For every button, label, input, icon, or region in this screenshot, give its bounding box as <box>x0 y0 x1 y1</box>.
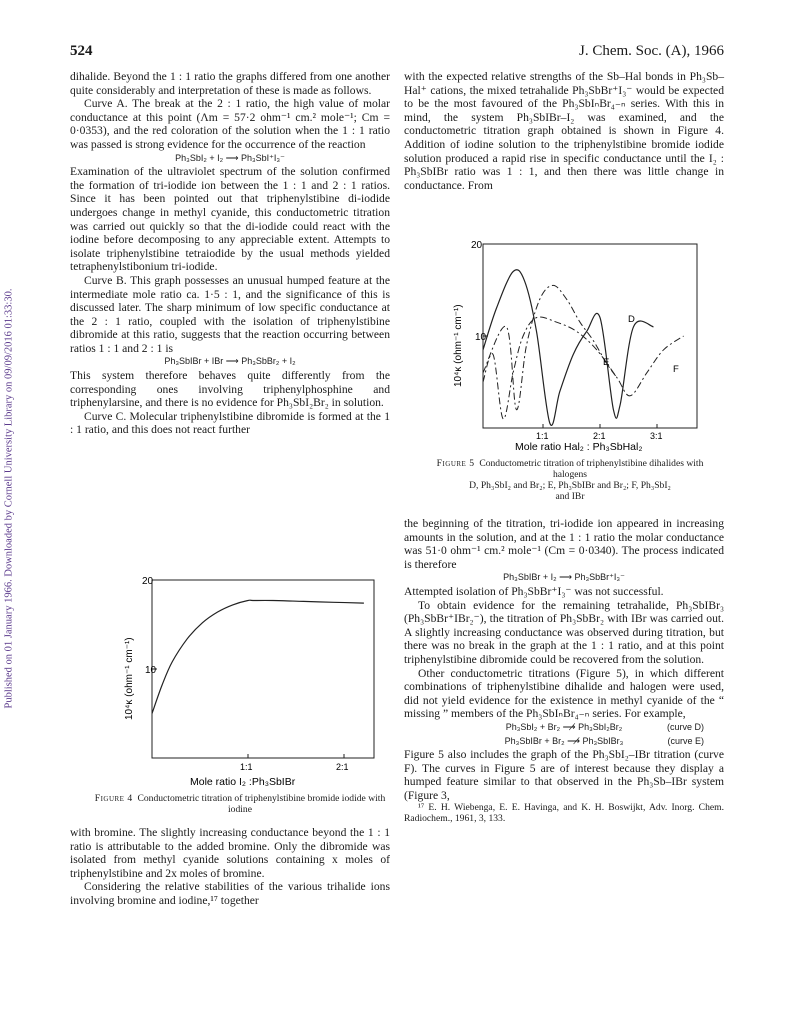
equation-4 <box>404 721 724 735</box>
figure-4-caption <box>90 793 390 815</box>
paragraph-curve-b: Curve B. This graph possesses an unusual humped feature at the intermediate mole ratio ca. 1·5 : 1, and the significance of this is discussed later. The sharp minimum of low specific conductance at the 2 : 1 ratio, coupled with the isolation of triphenylstibine dibromide at this ratio, suggests that the reaction occurring between ratios 1 : 1 and 2 : 1 is <box>70 273 390 355</box>
equation-1: Ph₃SbI₂ + I₂ ⟶ Ph₃SbI⁺I₃⁻ <box>175 152 285 163</box>
x-tick-label: 1:1 <box>536 431 549 441</box>
caption-line: D, Ph₃SbI₂ and Br₂; E, Ph₃SbIBr and Br₂; F, Ph₃SbI₂ <box>469 480 671 491</box>
x-tick-label: 2:1 <box>336 762 349 772</box>
paragraph: with bromine. The slightly increasing conductance beyond the 1 : 1 ratio is attributable to the added bromine. Only the dibromide was isolated from methyl cyanide solutions containing x moles of triphenylstibine and 2x moles of bromine. <box>70 826 390 880</box>
right-column-bottom <box>404 517 724 824</box>
paragraph: To obtain evidence for the remaining tetrahalide, Ph₃SbIBr₃ (Ph₃SbBr⁺IBr₂⁻), the titration of Ph₃SbBr₂ with IBr was carried out. A slightly increasing conductance was observed during titration, but there was no break in the graph at the 1 : 1 ratio, and at this point triphenylstibine dibromide could be recovered from the solution. <box>404 598 724 666</box>
y-tick-label: 20 <box>142 576 154 587</box>
y-tick-label: 10 <box>475 332 487 343</box>
x-tick-label: 1:1 <box>240 762 253 772</box>
footnote: ¹⁷ E. H. Wiebenga, E. E. Havinga, and K. H. Boswijkt, Adv. Inorg. Chem. Radiochem., 1961, 3, 133. <box>404 802 724 825</box>
right-column-top <box>404 70 724 192</box>
paragraph: the beginning of the titration, tri-iodide ion appeared in increasing amounts in the solution, and at the 1 : 1 ratio the molar conductance was 51·0 ohm⁻¹ cm.² mole⁻¹ (Cm = 0·0340). The process indicated is therefore <box>404 517 724 571</box>
left-column-bottom <box>70 826 390 908</box>
caption-label: Figure 5 <box>436 458 475 469</box>
figure-5-chart <box>425 232 715 454</box>
series-label-f: F <box>673 364 679 375</box>
series-line <box>152 600 364 713</box>
paragraph: dihalide. Beyond the 1 : 1 ratio the graphs differed from one another quite considerably and interpretation of these is made as follows. <box>70 70 390 97</box>
series-label-d: D <box>628 314 635 325</box>
paragraph: Considering the relative stabilities of the various trihalide ions involving bromine and iodine,¹⁷ together <box>70 880 390 907</box>
equation-5 <box>404 735 724 749</box>
x-tick-label: 3:1 <box>650 431 663 441</box>
journal-header: J. Chem. Soc. (A), 1966 <box>579 43 724 59</box>
equation-text: Ph₃SbI₂ + Br₂ ⟶̸ Ph₃SbI₂Br₂ <box>505 721 623 732</box>
left-column-top <box>70 70 390 437</box>
figure-5-caption <box>420 458 720 502</box>
equation-tag: (curve E) <box>667 735 704 746</box>
paragraph: This system therefore behaves quite differently from the corresponding ones involving triphenylphosphine and triphenylarsine, and there is no evidence for Ph₃SbI₂Br₂ in solution. <box>70 369 390 410</box>
x-tick-label: 2:1 <box>593 431 606 441</box>
y-axis-label: 10⁴κ (ohm⁻¹ cm⁻¹) <box>124 637 135 720</box>
y-tick-label: 20 <box>471 240 483 251</box>
paragraph: Other conductometric titrations (Figure 5), in which different combinations of triphenylstibine dihalide and halogen were used, did not yield evidence for the existence in methyl cyanide of the “ missing ” members of the Ph₃SbIₙBr₄₋ₙ series. For example, <box>404 666 724 721</box>
caption-text: Conductometric titration of triphenylstibine bromide iodide with iodine <box>137 793 386 815</box>
caption-text: Conductometric titration of triphenylstibine dihalides with halogens <box>479 458 704 480</box>
series-label-e: E <box>603 357 610 368</box>
caption-line: and IBr <box>555 491 585 502</box>
figure-4-chart <box>90 570 390 795</box>
y-axis-label: 10⁴κ (ohm⁻¹ cm⁻¹) <box>453 304 464 387</box>
paragraph-curve-c: Curve C. Molecular triphenylstibine dibromide is formed at the 1 : 1 ratio, and this does not react further <box>70 409 390 437</box>
paragraph-curve-a: Curve A. The break at the 2 : 1 ratio, the high value of molar conductance at this point (Λm = 57·2 ohm⁻¹ cm.² mole⁻¹; Cm = 0·0353), and the red coloration of the solution when the 1 : 1 ratio was passed is strong evidence for the occurrence of the reaction <box>70 97 390 151</box>
equation-2: Ph₃SbIBr + IBr ⟶ Ph₃SbBr₂ + I₂ <box>164 356 296 367</box>
provenance-watermark <box>2 180 16 820</box>
x-axis-label: Mole ratio Hal₂ : Ph₃SbHal₂ <box>515 441 643 453</box>
page-number: 524 <box>70 43 93 59</box>
paragraph: Figure 5 also includes the graph of the Ph₃SbI₂–IBr titration (curve F). The curves in Figure 5 are of interest because they display a humped feature similar to that observed in the Ph₃Sb–IBr system (Figure 3, <box>404 748 724 802</box>
paragraph: with the expected relative strengths of the Sb–Hal bonds in Ph₃Sb–Hal⁺ cations, the mixed tetrahalide Ph₃SbBr⁺I₃⁻ would be expected to be the most favoured of the Ph₃SbIₙBr₄₋ₙ series. With this in mind, the system Ph₃SbIBr–I₂ was examined, and the conductometric titration graph obtained is shown in Figure 4. Addition of iodine solution to the triphenylstibine bromide iodide solution produced a rapid rise in specific conductance until the I₂ : Ph₃SbIBr ratio was 1 : 1, and then there was little change in conductance. From <box>404 70 724 192</box>
provenance-text: Published on 01 January 1966. Downloaded by Cornell University Library on 09/09/2016 01:33:30. <box>3 288 15 709</box>
paragraph: Examination of the ultraviolet spectrum of the solution confirmed the formation of tri-iodide ion between the 1 : 1 and 2 : 1 ratios. Since it has been pointed out that triphenylstibine di-iodide undergoes change in methyl cyanide, this conductometric titration was carried out quickly so that the di-iodide could react with the iodine before decomposing to any appreciable extent. Attempts to isolate triphenylstibine tetraiodide by the usual methods yielded tetraphenylstibonium tri-iodide. <box>70 165 390 274</box>
paragraph: Attempted isolation of Ph₃SbBr⁺I₃⁻ was not successful. <box>404 584 664 598</box>
equation-3: Ph₃SbIBr + I₂ ⟶ Ph₃SbBr⁺I₃⁻ <box>503 572 625 583</box>
caption-label: Figure 4 <box>94 793 133 804</box>
equation-text: Ph₃SbIBr + Br₂ ⟶̸ Ph₃SbIBr₃ <box>504 735 624 746</box>
x-axis-label: Mole ratio I₂ :Ph₃SbIBr <box>190 776 296 788</box>
series-line-e <box>483 285 617 409</box>
plot-frame <box>152 580 374 758</box>
y-tick-label: 10 <box>145 665 157 676</box>
equation-tag: (curve D) <box>666 721 704 732</box>
series-line-f <box>483 317 684 419</box>
